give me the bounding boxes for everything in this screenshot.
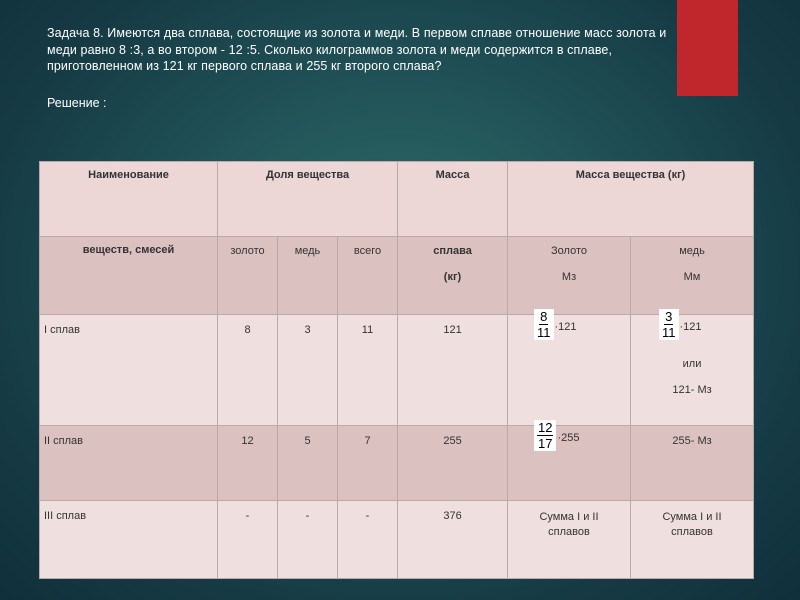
header-mass: Масса bbox=[398, 162, 508, 237]
row-copper-share: 5 bbox=[278, 426, 338, 501]
row-name: III сплав bbox=[40, 501, 218, 579]
row-copper-mass: 255- Мз bbox=[631, 426, 754, 501]
row-gold-share: 8 bbox=[218, 315, 278, 426]
header-share: Доля вещества bbox=[218, 162, 398, 237]
row-gold-mass: $\frac{8}{11}$ ·121 bbox=[508, 315, 631, 426]
header-gold-mass: Золото Мз bbox=[508, 237, 631, 315]
row-gold-mass: $\frac{12}{17}$ ·255 bbox=[508, 426, 631, 501]
alloy-table bbox=[39, 161, 754, 579]
gold-fraction: $\frac{8}{11}$ bbox=[534, 309, 554, 340]
row-name: I сплав bbox=[40, 315, 218, 426]
row-total-share: 11 bbox=[338, 315, 398, 426]
table-row bbox=[40, 315, 754, 426]
header-copper-mass: медь Мм bbox=[631, 237, 754, 315]
row-name: II сплав bbox=[40, 426, 218, 501]
row-gold-share: - bbox=[218, 501, 278, 579]
header-gold: золото bbox=[218, 237, 278, 315]
header-copper: медь bbox=[278, 237, 338, 315]
row-mass: 376 bbox=[398, 501, 508, 579]
row-copper-mass: $\frac{3}{11}$ ·121 или 121- Мз bbox=[631, 315, 754, 426]
task-statement: Задача 8. Имеются два сплава, состоящие из золота и меди. В первом сплаве отношение масс золота и меди равно 8 :3, а во втором - 12 :5. Сколько килограммов золота и меди содержится в сплаве, приготовленном из 121 кг первого сплава и 255 кг второго сплава? bbox=[47, 26, 667, 73]
row-copper-mass: Сумма I и II сплавов bbox=[631, 501, 754, 579]
row-copper-share: - bbox=[278, 501, 338, 579]
row-mass: 121 bbox=[398, 315, 508, 426]
header-name: Наименование bbox=[40, 162, 218, 237]
row-total-share: - bbox=[338, 501, 398, 579]
header-total: всего bbox=[338, 237, 398, 315]
copper-fraction: $\frac{3}{11}$ bbox=[659, 309, 679, 340]
header-substance-mass: Масса вещества (кг) bbox=[508, 162, 754, 237]
row-gold-share: 12 bbox=[218, 426, 278, 501]
header-row-2 bbox=[40, 237, 754, 315]
row-gold-mass: Сумма I и II сплавов bbox=[508, 501, 631, 579]
header-alloy-mass: сплава (кг) bbox=[398, 237, 508, 315]
row-copper-share: 3 bbox=[278, 315, 338, 426]
table-row bbox=[40, 426, 754, 501]
table-row bbox=[40, 501, 754, 579]
row-total-share: 7 bbox=[338, 426, 398, 501]
header-substances: веществ, смесей bbox=[40, 237, 218, 315]
row-mass: 255 bbox=[398, 426, 508, 501]
header-row-1 bbox=[40, 162, 754, 237]
gold-fraction: $\frac{12}{17}$ bbox=[534, 420, 556, 451]
solution-label: Решение : bbox=[47, 96, 107, 110]
